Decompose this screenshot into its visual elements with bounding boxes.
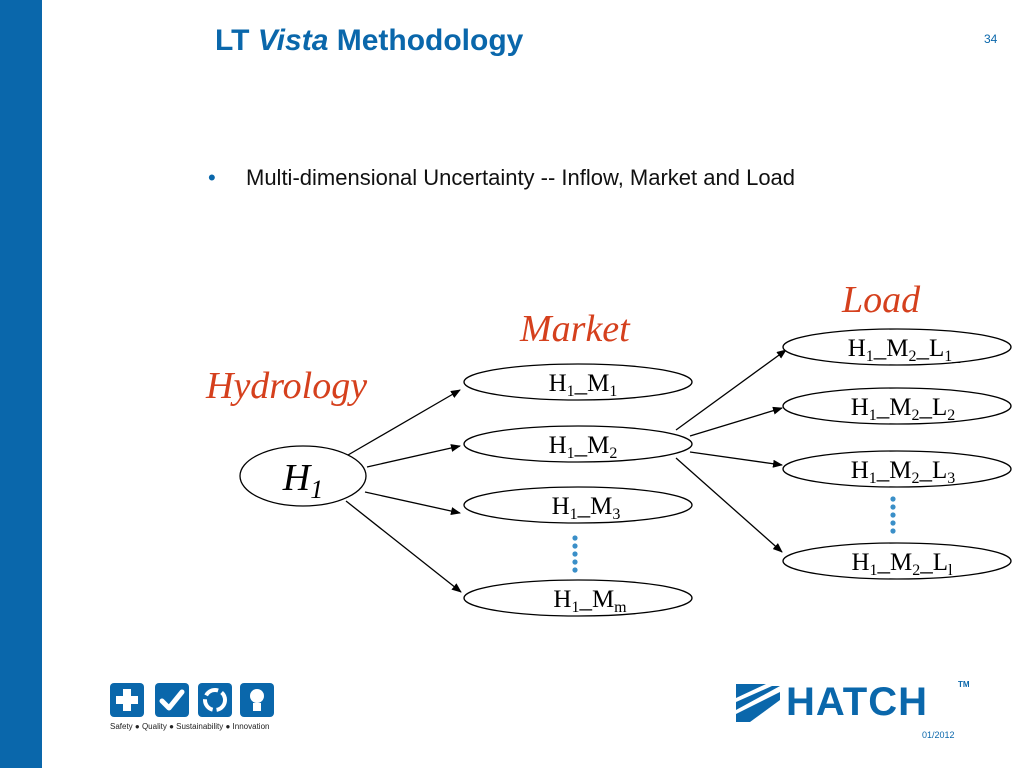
arrow-root-to-market-3 [365, 492, 460, 513]
load-node-3-label: $H_1\_M_2\_L_3$ [850, 457, 956, 487]
market-node-2-label: $H_1\_M_2$ [548, 432, 618, 462]
arrow-root-to-market-m [346, 501, 461, 592]
recycle-icon [198, 683, 232, 717]
hydrology-label: Hydrology [206, 365, 368, 407]
trademark-mark: TM [958, 680, 970, 689]
footer-tagline: Safety ● Quality ● Sustainability ● Innovation [110, 722, 270, 731]
slide-date: 01/2012 [922, 730, 955, 740]
load-ellipsis-dots [890, 496, 895, 533]
arrow-market-to-load-1 [676, 350, 786, 430]
plus-icon [110, 683, 144, 717]
load-node-1-label: $H_1\_M_2\_L_{1\_}$ [847, 335, 961, 365]
load-label: Load [842, 279, 921, 321]
market-ellipsis-dots [572, 535, 577, 572]
root-node-label: $H_1$ [282, 457, 324, 504]
arrow-market-to-load-3 [690, 452, 782, 465]
hatch-logo-mark-icon [736, 684, 780, 722]
title-suffix: Methodology [336, 24, 524, 57]
arrow-market-to-load-2 [690, 408, 782, 436]
market-node-m-label: $H_1\_M_m$ [553, 586, 627, 616]
hatch-logo [736, 680, 976, 724]
page-number: 34 [984, 32, 998, 46]
bullet-text: Multi-dimensional Uncertainty -- Inflow, Market and Load [246, 165, 796, 190]
title-prefix: LT [215, 24, 250, 57]
market-node-1-label: $H_1\_M_1$ [548, 370, 618, 400]
title-italic: Vista [257, 24, 329, 57]
lightbulb-icon [240, 683, 274, 717]
arrow-root-to-market-2 [367, 446, 460, 467]
load-node-2-label: $H_1\_M_2\_L_2$ [850, 394, 956, 424]
check-icon [155, 683, 189, 717]
bullet-dot: • [208, 165, 216, 190]
market-node-3-label: $H_1\_M_3$ [551, 493, 621, 523]
hatch-logo-text: HATCH [786, 680, 929, 724]
load-node-l-label: $H_1\_M_2\_L_l$ [851, 549, 953, 579]
market-label: Market [520, 308, 630, 350]
